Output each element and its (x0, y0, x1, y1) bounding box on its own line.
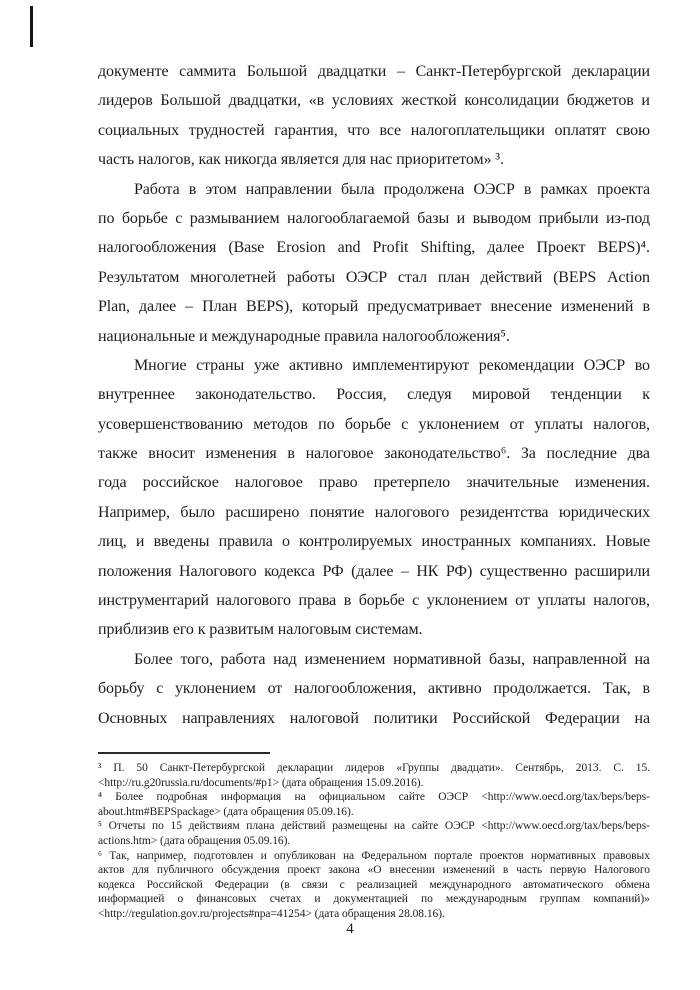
footnotes (98, 752, 650, 922)
footnote-line: <http://regulation.gov.ru/projects#npa=41254> (дата обращения 28.08.16). (98, 907, 445, 920)
text-line: лиц, и введены правила о контролируемых иностранных компаниях. Новые (98, 533, 650, 551)
text-line: положения Налогового кодекса РФ (далее – НК РФ) существенно расширили (98, 562, 650, 580)
footnote-line: about.htm#BEPSpackage> (дата обращения 05.09.16). (98, 805, 354, 818)
text-line: года российское налоговое право претерпело значительные изменения. (98, 474, 650, 492)
text-line: документе саммита Большой двадцатки – Санкт-Петербургской декларации (98, 63, 650, 80)
page-number: 4 (346, 921, 354, 937)
footnote-line: ⁴ Более подробная информация на официальном сайте ОЭСР <http://www.oecd.org/tax/beps/beps- (98, 791, 650, 804)
text-line: также вносит изменения в налоговое законодательство⁶. За последние два (98, 445, 650, 463)
text-line: часть налогов, как никогда является для нас приоритетом» ³. (98, 151, 504, 169)
text-line: Например, было расширено понятие налогового резидентства юридических (98, 503, 650, 521)
text-line: Более того, работа над изменением нормативной базы, направленной на (134, 650, 650, 668)
footnote-line: <http://ru.g20russia.ru/documents/#p1> (дата обращения 15.09.2016). (98, 776, 424, 789)
paragraph (98, 57, 650, 175)
text-line: лидеров Большой двадцатки, «в условиях жесткой консолидации бюджетов и (98, 92, 650, 110)
footnote-line: actions.htm> (дата обращения 05.09.16). (98, 834, 291, 847)
main-text (98, 57, 650, 733)
footnote-separator (98, 752, 270, 754)
footnote-line: ⁵ Отчеты по 15 действиям плана действий размещены на сайте ОЭСР <http://www.oecd.org/tax/beps/beps- (98, 820, 650, 833)
text-line: усовершенствованию методов по борьбе с уклонением от уплаты налогов, (98, 415, 650, 433)
footnote-list (98, 761, 650, 922)
text-line: внутреннее законодательство. Россия, следуя мировой тенденции к (98, 386, 650, 404)
text-line: Plan, далее – План BEPS), который предусматривает внесение изменений в (98, 298, 650, 316)
text-line: приблизив его к развитым налоговым системам. (98, 621, 423, 639)
paragraph (98, 351, 650, 645)
text-line: инструментарий налогового права в борьбе с уклонением от уплаты налогов, (98, 592, 650, 610)
text-line: Результатом многолетней работы ОЭСР стал план действий (BEPS Action (98, 268, 650, 286)
text-line: национальные и международные правила налогообложения⁵. (98, 327, 510, 345)
paragraph (98, 175, 650, 351)
text-line: борьбу с уклонением от налогообложения, активно продолжается. Так, в (98, 680, 650, 698)
text-line: социальных трудностей гарантия, что все налогоплательщики оплатят свою (98, 121, 650, 139)
scan-artifact-line (30, 6, 33, 47)
footnote-line: информацией о финансовых счетах и документацией по международным группам компаний)» (98, 893, 650, 906)
text-line: Многие страны уже активно имплементируют рекомендации ОЭСР во (134, 356, 650, 374)
text-line: Основных направлениях налоговой политики Российской Федерации на (98, 709, 650, 727)
text-line: по борьбе с размыванием налогооблагаемой базы и выводом прибыли из-под (98, 209, 650, 227)
paragraph (98, 645, 650, 733)
footnote-line: ⁶ Так, например, подготовлен и опубликован на Федеральном портале проектов нормативных правовых (98, 849, 650, 862)
footnote-line: актов для публичного обсуждения проект закона «О внесении изменений в часть первую Налогового (98, 864, 650, 877)
text-line: Работа в этом направлении была продолжена ОЭСР в рамках проекта (134, 180, 650, 198)
text-line: налогообложения (Base Erosion and Profit Shifting, далее Проект BEPS)⁴. (98, 239, 650, 257)
footnote-line: ³ П. 50 Санкт-Петербургской декларации лидеров «Группы двадцати». Сентябрь, 2013. С. 15. (98, 762, 650, 774)
footnote-line: кодекса Российской Федерации (в связи с реализацией международного автоматического обмена (98, 878, 650, 891)
